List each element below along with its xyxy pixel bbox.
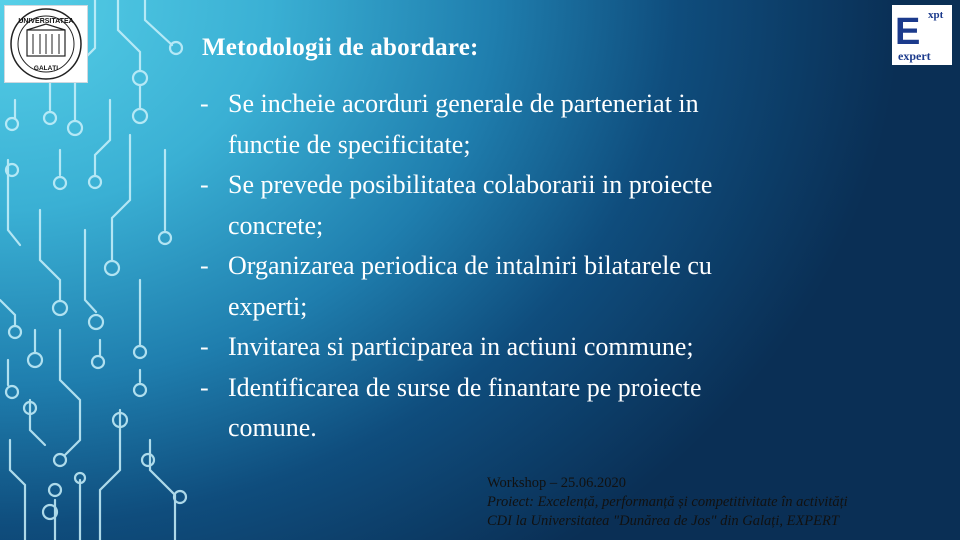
svg-text:expert: expert — [898, 49, 931, 63]
svg-text:UNIVERSITATEA: UNIVERSITATEA — [18, 18, 74, 25]
bullet-text-line: concrete; — [228, 210, 324, 240]
bullet-dash: - — [200, 251, 209, 280]
bullet-text-line: Se prevede posibilitatea colaborarii in proiecte — [228, 170, 713, 199]
footer-project-line: Proiect: Excelență, performanță și competitivitate în activități — [487, 494, 848, 510]
footer-project-line: CDI la Universitatea "Dunărea de Jos" din Galați, EXPERT — [487, 513, 839, 529]
university-seal-icon — [5, 6, 87, 82]
svg-text:GALAȚI: GALAȚI — [33, 65, 59, 72]
svg-text:E: E — [895, 11, 921, 53]
bullet-dash: - — [200, 372, 209, 402]
footer — [487, 474, 848, 531]
university-logo — [4, 5, 88, 83]
bullet-item — [200, 327, 860, 368]
bullet-text-line: experti; — [228, 291, 308, 321]
expert-logo-icon — [892, 5, 952, 65]
bullet-text-line: Invitarea si participarea in actiuni commune; — [228, 332, 694, 361]
bullet-text-line: Identificarea de surse de finantare pe proiecte — [228, 372, 702, 402]
bullet-text-line: functie de specificitate; — [228, 129, 471, 159]
bullet-text-line: comune. — [228, 413, 317, 442]
svg-text:xpt: xpt — [928, 9, 944, 21]
bullet-item — [200, 368, 860, 449]
expert-logo — [892, 5, 952, 65]
slide-title: Metodologii de abordare: — [202, 34, 479, 61]
bullet-list — [200, 84, 860, 449]
bullet-dash: - — [200, 89, 209, 118]
bullet-dash: - — [200, 170, 209, 199]
bullet-dash: - — [200, 332, 209, 361]
bullet-item — [200, 84, 860, 165]
bullet-text-line: Organizarea periodica de intalniri bilatarele cu — [228, 251, 712, 280]
footer-workshop-date: Workshop – 25.06.2020 — [487, 475, 626, 491]
bullet-text-line: Se incheie acorduri generale de parteneriat in — [228, 89, 699, 118]
bullet-item — [200, 246, 860, 327]
bullet-item — [200, 165, 860, 246]
